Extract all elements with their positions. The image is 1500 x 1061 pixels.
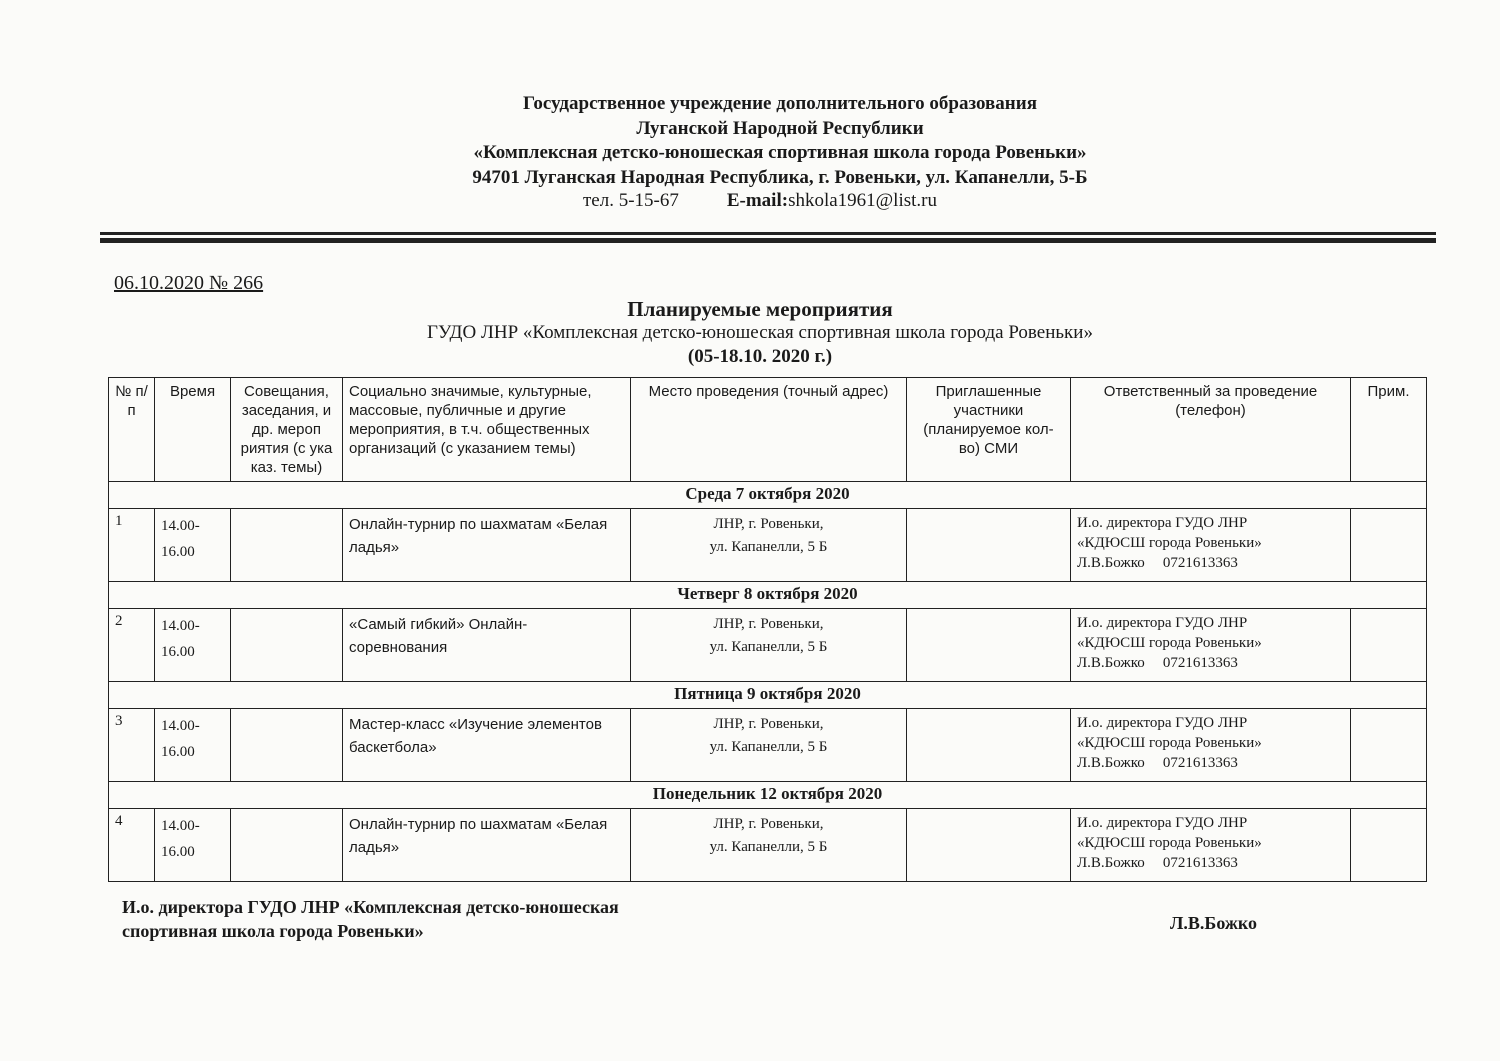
- resp-line: И.о. директора ГУДО ЛНР: [1077, 515, 1248, 531]
- cell-place: [631, 709, 907, 782]
- resp-line: «КДЮСШ города Ровеньки»: [1077, 735, 1262, 751]
- cell-place: [631, 509, 907, 582]
- footer-signatory-line: спортивная школа города Ровеньки»: [122, 921, 424, 941]
- table-row: [109, 609, 1427, 682]
- email-label: E-mail:: [726, 190, 789, 211]
- footer-signatory: [122, 895, 619, 943]
- cell-responsible: [1071, 609, 1351, 682]
- cell-event: «Самый гибкий» Онлайн-соревнования: [343, 609, 631, 682]
- header-events: Социально значимые, культурные, массовые, публичные и другие мероприятия, в т.ч. общественных организаций (с указанием темы): [343, 378, 631, 482]
- document-period: (05-18.10. 2020 г.): [687, 346, 833, 367]
- day-label: Понедельник 12 октября 2020: [109, 782, 1427, 809]
- day-row: [109, 482, 1427, 509]
- resp-line: И.о. директора ГУДО ЛНР: [1077, 615, 1248, 631]
- cell-place: [631, 809, 907, 882]
- cell-num: 1: [109, 509, 155, 582]
- resp-line: «КДЮСШ города Ровеньки»: [1077, 635, 1262, 651]
- place-line: ул. Капанелли, 5 Б: [709, 539, 828, 555]
- cell-place: [631, 609, 907, 682]
- header-meetings: Совещания, заседания, и др. мероп риятия (с ука каз. темы): [231, 378, 343, 482]
- place-line: ул. Капанелли, 5 Б: [709, 639, 828, 655]
- cell-num: 3: [109, 709, 155, 782]
- cell-note: [1351, 609, 1427, 682]
- cell-time: 14.00-16.00: [155, 509, 231, 582]
- cell-responsible: [1071, 509, 1351, 582]
- resp-line: И.о. директора ГУДО ЛНР: [1077, 715, 1248, 731]
- footer-signatory-line: И.о. директора ГУДО ЛНР «Комплексная детско-юношеская: [122, 897, 619, 917]
- cell-event: Онлайн-турнир по шахматам «Белая ладья»: [343, 809, 631, 882]
- header-invited: Приглашенные участники (планируемое кол-во) СМИ: [907, 378, 1071, 482]
- resp-line: И.о. директора ГУДО ЛНР: [1077, 815, 1248, 831]
- document-date-number: 06.10.2020 № 266: [114, 272, 264, 294]
- letterhead-institution: Государственное учреждение дополнительного образования: [523, 93, 1037, 114]
- day-label: Пятница 9 октября 2020: [109, 682, 1427, 709]
- day-label: Среда 7 октября 2020: [109, 482, 1427, 509]
- events-table: [108, 377, 1427, 882]
- place-line: ЛНР, г. Ровеньки,: [713, 716, 824, 732]
- cell-invited: [907, 609, 1071, 682]
- letterhead: [280, 92, 1280, 190]
- cell-responsible: [1071, 709, 1351, 782]
- resp-line: «КДЮСШ города Ровеньки»: [1077, 835, 1262, 851]
- table-row: [109, 509, 1427, 582]
- resp-phone: 0721613363: [1162, 655, 1238, 671]
- header-divider-thin: [100, 232, 1436, 235]
- letterhead-school-name: «Комплексная детско-юношеская спортивная школа города Ровеньки»: [473, 142, 1087, 163]
- letterhead-contacts: [0, 190, 1500, 212]
- letterhead-address: 94701 Луганская Народная Республика, г. Ровеньки, ул. Капанелли, 5-Б: [472, 166, 1088, 188]
- cell-invited: [907, 509, 1071, 582]
- day-label: Четверг 8 октября 2020: [109, 582, 1427, 609]
- cell-invited: [907, 709, 1071, 782]
- resp-phone: 0721613363: [1162, 755, 1238, 771]
- day-row: [109, 582, 1427, 609]
- header-divider-thick: [100, 238, 1436, 243]
- place-line: ЛНР, г. Ровеньки,: [713, 616, 824, 632]
- document-subtitle: ГУДО ЛНР «Комплексная детско-юношеская спортивная школа города Ровеньки»: [427, 322, 1093, 343]
- resp-name: Л.В.Божко: [1077, 655, 1145, 671]
- cell-time: 14.00-16.00: [155, 609, 231, 682]
- header-num: № п/п: [109, 378, 155, 482]
- cell-event: Онлайн-турнир по шахматам «Белая ладья»: [343, 509, 631, 582]
- resp-line: «КДЮСШ города Ровеньки»: [1077, 535, 1262, 551]
- letterhead-email: shkola1961@list.ru: [788, 190, 937, 211]
- table-row: [109, 709, 1427, 782]
- cell-meetings: [231, 509, 343, 582]
- table-row: [109, 809, 1427, 882]
- cell-responsible: [1071, 809, 1351, 882]
- header-place: Место проведения (точный адрес): [631, 378, 907, 482]
- footer-signatory-name: Л.В.Божко: [1170, 913, 1258, 933]
- cell-time: 14.00-16.00: [155, 709, 231, 782]
- cell-meetings: [231, 709, 343, 782]
- place-line: ЛНР, г. Ровеньки,: [713, 816, 824, 832]
- cell-note: [1351, 709, 1427, 782]
- place-line: ул. Капанелли, 5 Б: [709, 839, 828, 855]
- resp-phone: 0721613363: [1162, 855, 1238, 871]
- place-line: ул. Капанелли, 5 Б: [709, 739, 828, 755]
- header-time: Время: [155, 378, 231, 482]
- resp-name: Л.В.Божко: [1077, 755, 1145, 771]
- resp-phone: 0721613363: [1162, 555, 1238, 571]
- cell-note: [1351, 809, 1427, 882]
- resp-name: Л.В.Божко: [1077, 855, 1145, 871]
- document-title: Планируемые мероприятия: [627, 297, 893, 321]
- cell-event: Мастер-класс «Изучение элементов баскетбола»: [343, 709, 631, 782]
- cell-num: 2: [109, 609, 155, 682]
- cell-meetings: [231, 609, 343, 682]
- cell-time: 14.00-16.00: [155, 809, 231, 882]
- cell-note: [1351, 509, 1427, 582]
- cell-invited: [907, 809, 1071, 882]
- header-responsible: Ответственный за проведение (телефон): [1071, 378, 1351, 482]
- letterhead-republic: Луганской Народной Республики: [636, 117, 924, 139]
- table-header-row: [109, 378, 1427, 482]
- day-row: [109, 782, 1427, 809]
- cell-meetings: [231, 809, 343, 882]
- day-row: [109, 682, 1427, 709]
- resp-name: Л.В.Божко: [1077, 555, 1145, 571]
- header-note: Прим.: [1351, 378, 1427, 482]
- letterhead-phone: тел. 5-15-67: [582, 190, 679, 211]
- cell-num: 4: [109, 809, 155, 882]
- place-line: ЛНР, г. Ровеньки,: [713, 516, 824, 532]
